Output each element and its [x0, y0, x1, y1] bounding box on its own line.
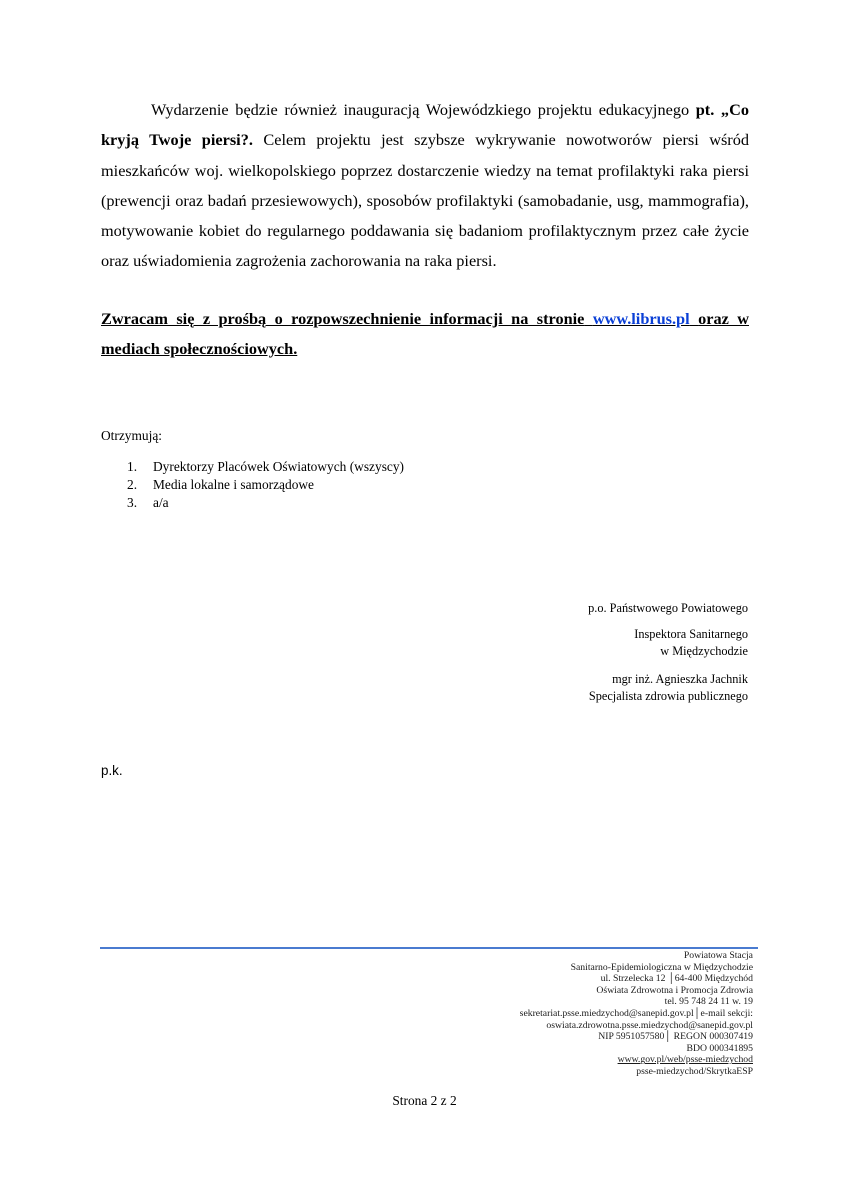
recipients-list	[127, 458, 404, 512]
footer-divider	[100, 947, 758, 949]
recipients-label: Otrzymują:	[101, 428, 162, 443]
footer-line: Oświata Zdrowotna i Promocja Zdrowia	[596, 984, 753, 996]
list-item	[127, 476, 404, 494]
footer-website-link[interactable]: www.gov.pl/web/psse-miedzychod	[617, 1054, 753, 1066]
footer-line: Sanitarno-Epidemiologiczna w Międzychodzie	[570, 961, 753, 973]
intro-text: Wydarzenie będzie również inauguracją Wojewódzkiego projektu edukacyjnego	[151, 100, 690, 119]
request-text-after: oraz w mediach społecznościowych.	[101, 309, 749, 359]
signature-position-line: p.o. Państwowego Powiatowego	[588, 601, 748, 615]
footer-line: Powiatowa Stacja	[683, 950, 753, 961]
body-paragraph	[101, 95, 749, 277]
footer-contact	[520, 950, 753, 1078]
signature-title-line: Inspektora Sanitarnego	[634, 627, 748, 641]
list-item	[127, 458, 404, 476]
list-item-text: Dyrektorzy Placówek Oświatowych (wszyscy)	[153, 459, 405, 474]
project-description: Celem projektu jest szybsze wykrywanie nowotworów piersi wśród mieszkańców woj. wielkopolskiego poprzez dostarczenie wiedzy na temat profilaktyki raka piersi (prewencji oraz badań przesiewowych), sposobów profilaktyki (samobadanie, usg, mammografia), motywowanie kobiet do regularnego poddawania się badaniom profilaktycznym przez całe życie oraz uświadomienia zagrożenia zachorowania na raka piersi.	[101, 130, 749, 271]
footer-line: ul. Strzelecka 12 │64-400 Międzychód	[600, 973, 753, 985]
pk-mark: p.k.	[101, 763, 123, 778]
signatory-name: mgr inż. Agnieszka Jachnik	[612, 672, 748, 686]
list-item	[127, 494, 404, 512]
list-item-number: 2.	[127, 477, 138, 492]
footer-line: tel. 95 748 24 11 w. 19	[664, 996, 753, 1008]
list-item-text: a/a	[153, 495, 169, 510]
project-title: pt. „Co kryją Twoje piersi?.	[101, 100, 749, 150]
signature-block	[634, 626, 748, 660]
signatory	[589, 671, 748, 705]
footer-line: NIP 5951057580│ REGON 000307419	[598, 1031, 753, 1043]
request-text: Zwracam się z prośbą o rozpowszechnienie informacji na stronie	[101, 309, 585, 328]
signature-location-line: w Międzychodzie	[660, 644, 748, 658]
list-item-number: 3.	[127, 495, 138, 510]
footer-line: BDO 000341895	[686, 1042, 753, 1054]
footer-line: oswiata.zdrowotna.psse.miedzychod@sanepid.gov.pl	[546, 1019, 753, 1031]
list-item-text: Media lokalne i samorządowe	[153, 477, 315, 492]
footer-line: sekretariat.psse.miedzychod@sanepid.gov.pl│e-mail sekcji:	[519, 1007, 753, 1019]
list-item-number: 1.	[127, 459, 138, 474]
page-number: Strona 2 z 2	[392, 1093, 457, 1108]
footer-epuap: psse-miedzychod/SkrytkaESP	[636, 1065, 753, 1077]
request-paragraph	[101, 304, 749, 365]
signatory-role: Specjalista zdrowia publicznego	[588, 689, 748, 703]
librus-link[interactable]: www.librus.pl	[592, 309, 690, 328]
